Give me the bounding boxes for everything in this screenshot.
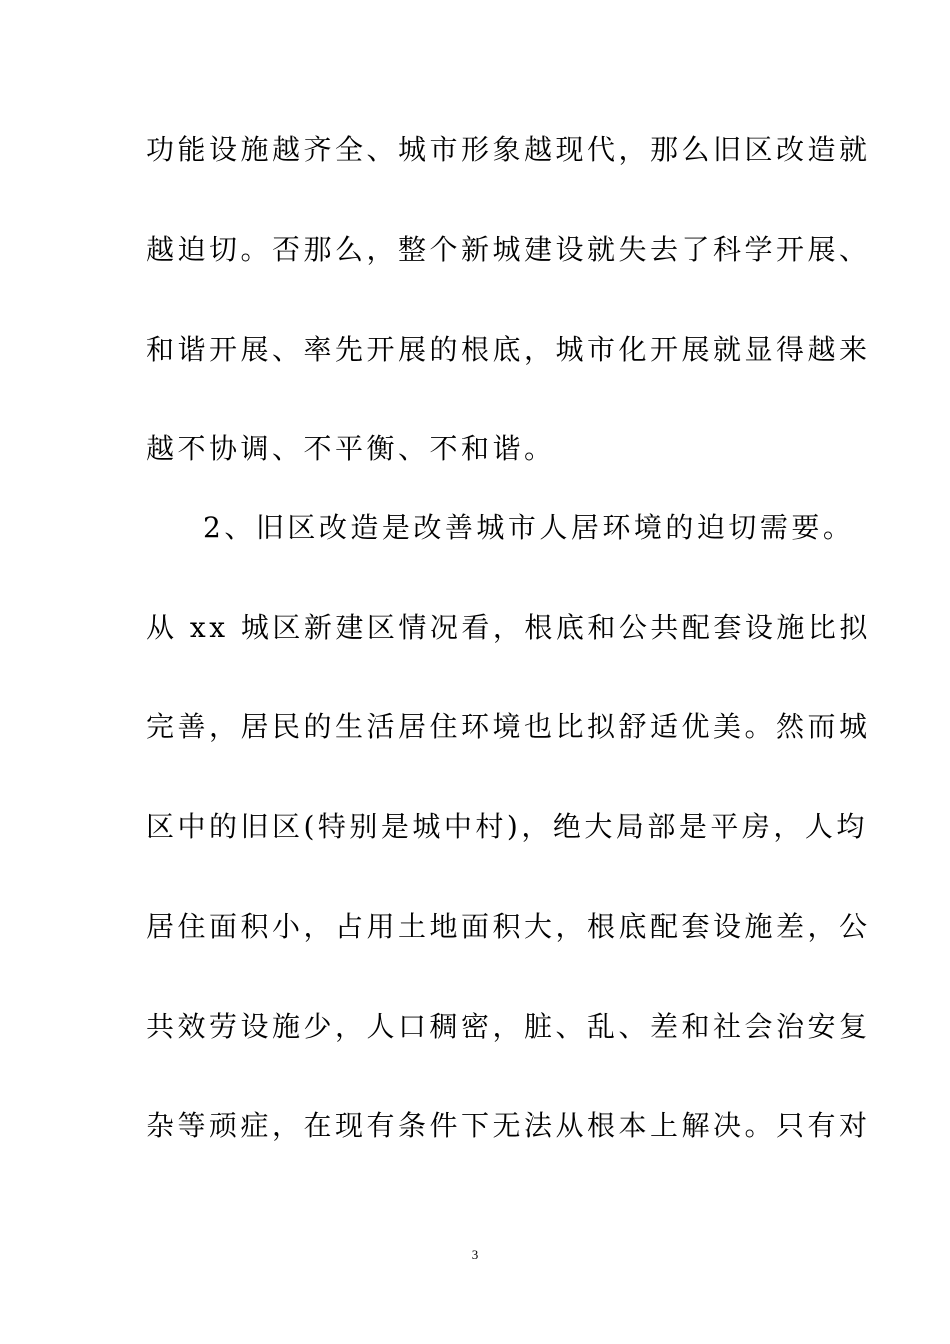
text-line-2: 越迫切。否那么，整个新城建设就失去了科学开展、 xyxy=(146,233,871,266)
text-line-3: 和谐开展、率先开展的根底，城市化开展就显得越来 xyxy=(146,333,871,366)
text-line-11: 杂等顽症，在现有条件下无法从根本上解决。只有对 xyxy=(146,1109,871,1142)
text-line-8: 区中的旧区(特别是城中村)，绝大局部是平房，人均 xyxy=(146,810,868,843)
text-line-10: 共效劳设施少，人口稠密，脏、乱、差和社会治安复 xyxy=(146,1010,871,1043)
text-line-1: 功能设施越齐全、城市形象越现代，那么旧区改造就 xyxy=(146,133,871,166)
text-line-6: 从 xx 城区新建区情况看，根底和公共配套设施比拟 xyxy=(146,611,871,644)
page-number: 3 xyxy=(471,1247,479,1262)
text-line-4: 越不协调、不平衡、不和谐。 xyxy=(146,432,556,465)
text-line-9: 居住面积小，占用土地面积大，根底配套设施差，公 xyxy=(146,910,871,943)
text-line-7: 完善，居民的生活居住环境也比拟舒适优美。然而城 xyxy=(146,710,871,743)
text-line-5-section-heading: 2、旧区改造是改善城市人居环境的迫切需要。 xyxy=(203,511,855,544)
